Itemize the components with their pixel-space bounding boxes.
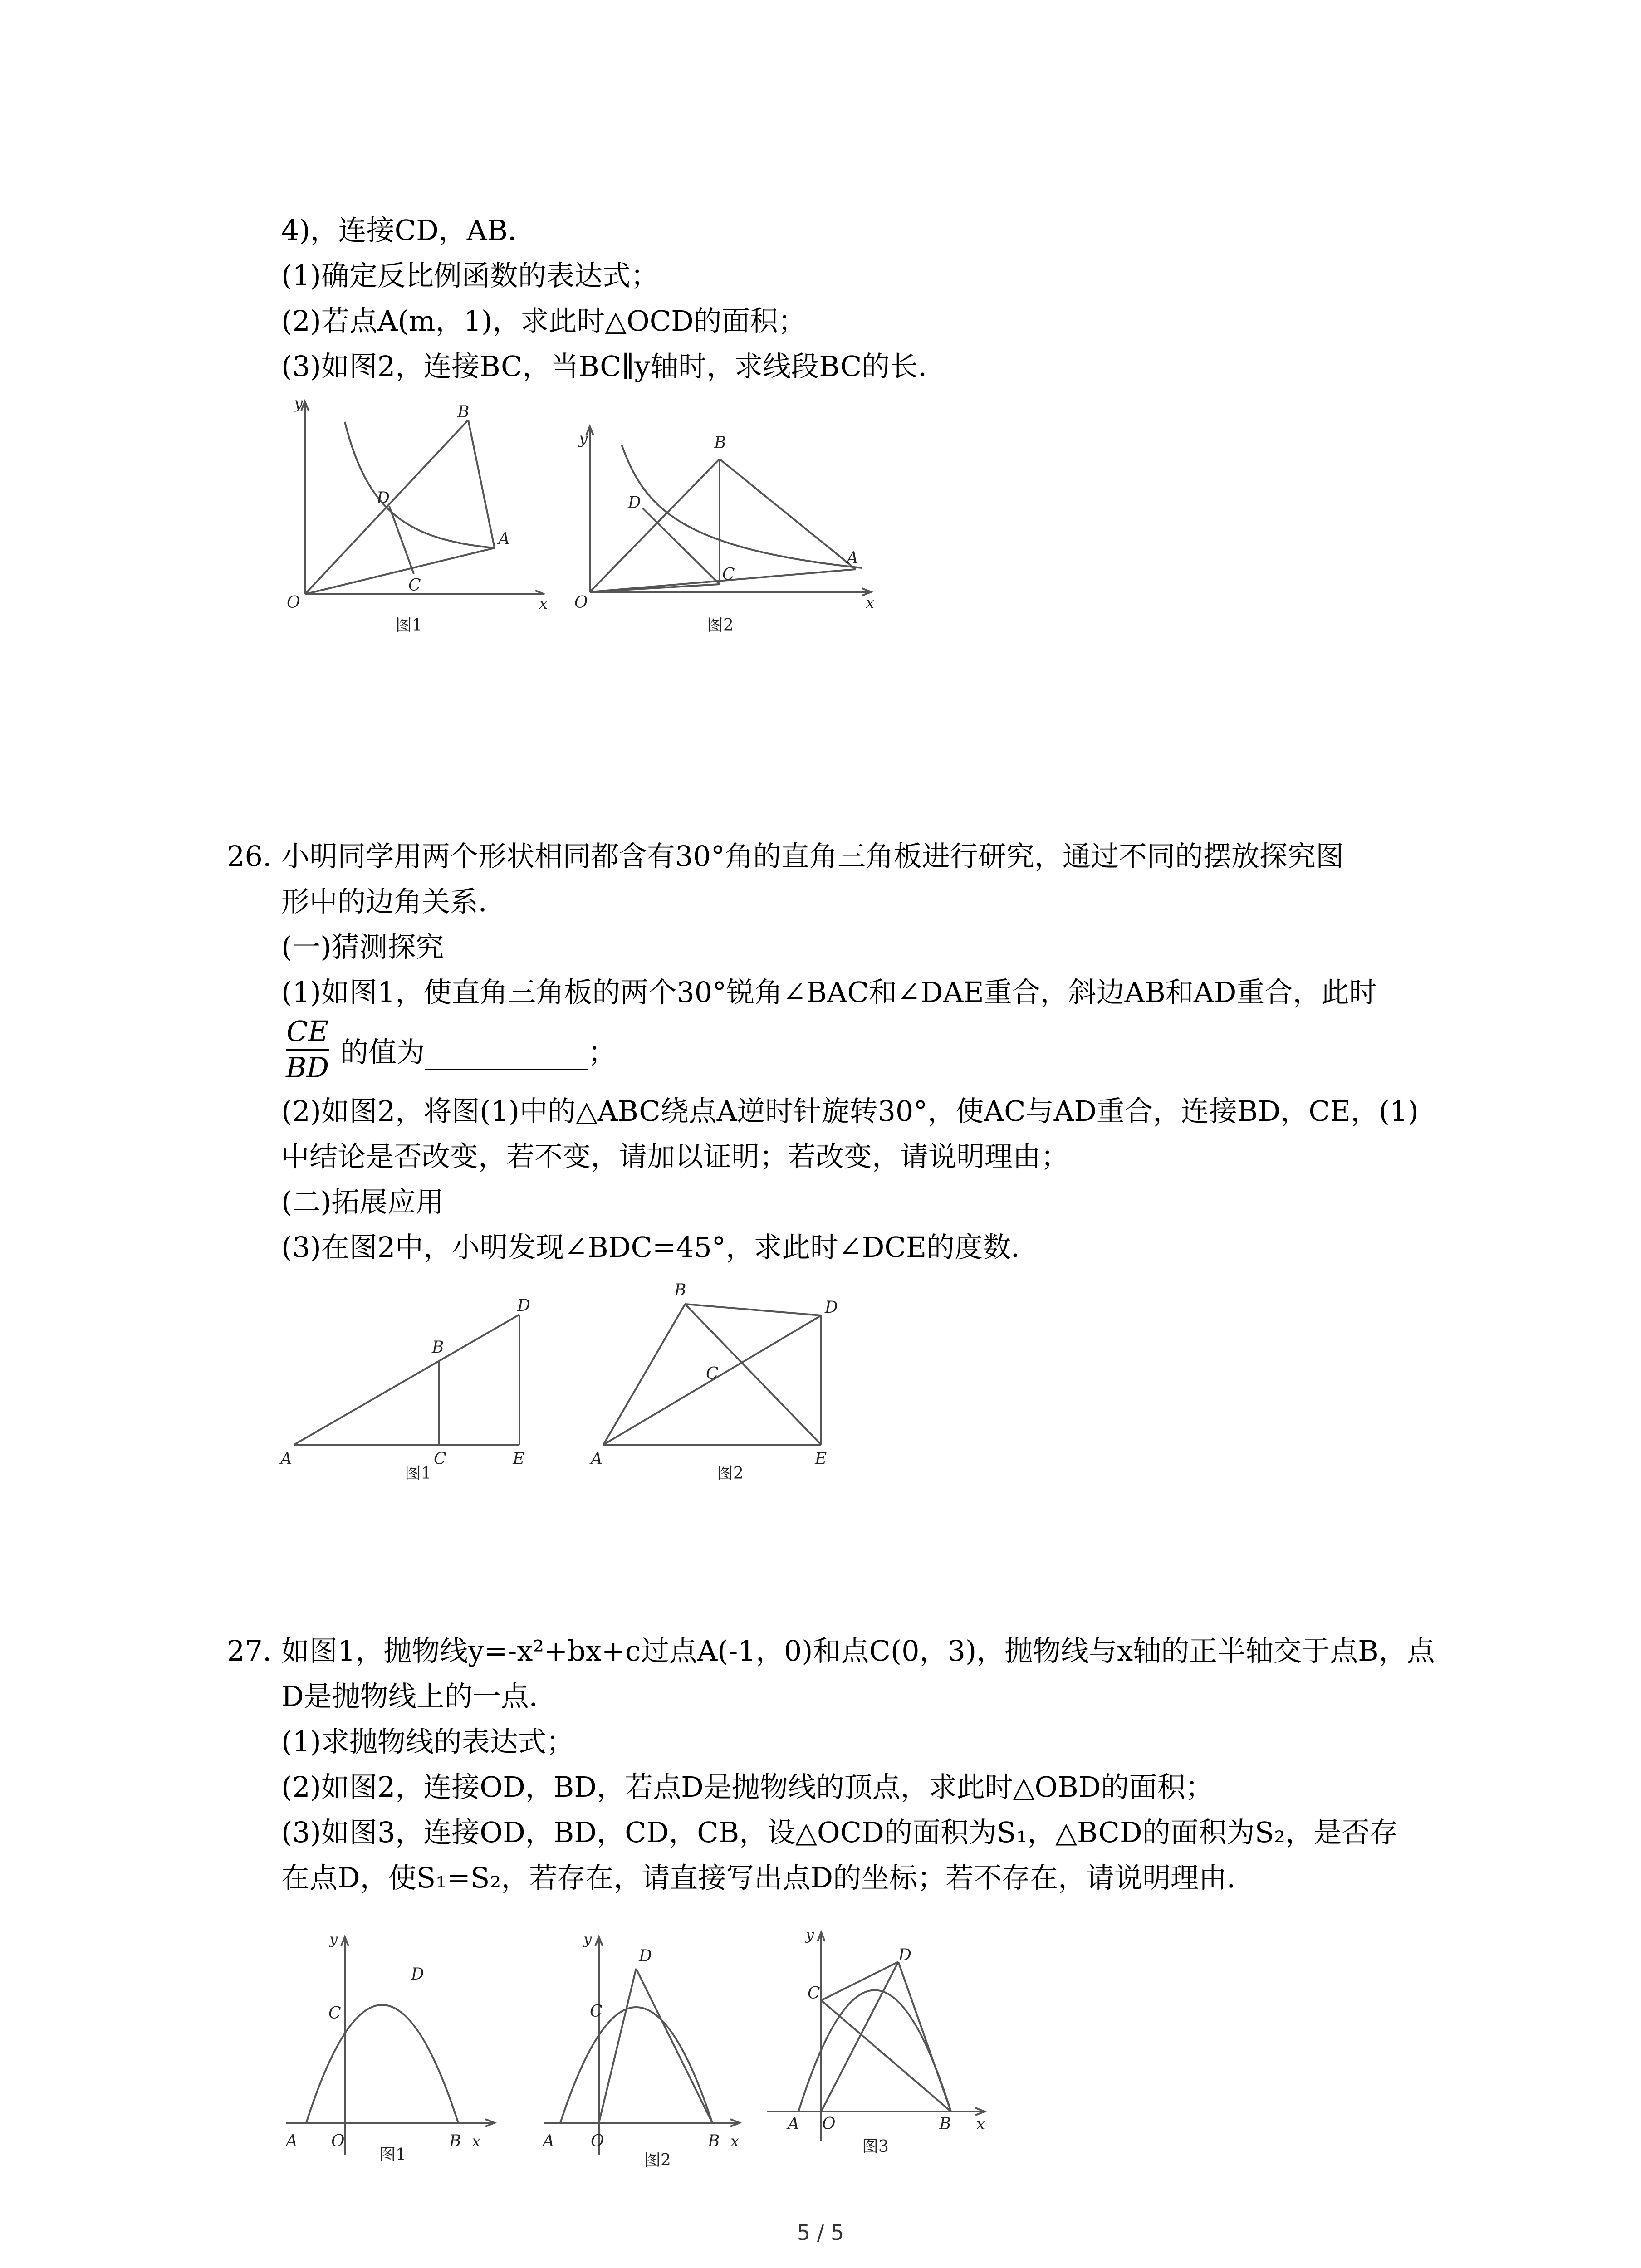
q25-fig1-caption: 图1: [396, 616, 422, 635]
q27-part-2: (2)如图2，连接OD，BD，若点D是抛物线的顶点，求此时△OBD的面积；: [281, 1770, 1214, 1804]
q26-fig1-B-label: B: [432, 1338, 444, 1357]
q26-fig2-E-label: E: [815, 1450, 827, 1468]
q27-fig2-x-label: x: [730, 2132, 740, 2151]
q25-fig2-caption: 图2: [707, 616, 734, 635]
q27-fig3-y-label: y: [806, 1926, 814, 1943]
q27-fig3-D-label: D: [898, 1946, 911, 1965]
q27-fig2-B-label: B: [708, 2132, 720, 2151]
q27-fig1-C-label: C: [328, 2004, 341, 2023]
q27-fig2-D-label: D: [639, 1947, 652, 1965]
q25-fig1-y-label: y: [294, 394, 303, 412]
q27-line-2: D是抛物线上的一点．: [281, 1680, 557, 1713]
q27-figure-1: [281, 1928, 508, 2164]
q27-fig3-caption: 图3: [862, 2137, 889, 2156]
q26-fraction-numerator: CE: [286, 1015, 328, 1048]
q27-fig3-x-label: x: [976, 2115, 985, 2133]
q26-fig2-D-label: D: [825, 1298, 838, 1317]
q27-fig3-C-label: C: [808, 1984, 820, 2003]
q26-fraction-denominator: BD: [286, 1051, 329, 1084]
q25-fig1-B-label: B: [457, 403, 470, 421]
q25-fig2-O-label: O: [574, 593, 588, 612]
q26-fig2-caption: 图2: [717, 1464, 744, 1483]
q25-fig1-C-label: C: [408, 576, 421, 595]
q26-fig1-D-label: D: [517, 1296, 530, 1315]
q27-part-1: (1)求抛物线的表达式；: [281, 1725, 574, 1758]
q26-line-1: 小明同学用两个形状相同都含有30°角的直角三角板进行研究，通过不同的摆放探究图: [281, 840, 1344, 873]
q27-fig1-O-label: O: [331, 2132, 345, 2151]
q26-fig1-E-label: E: [513, 1450, 525, 1468]
q26-part-1: (1)如图1，使直角三角板的两个30°锐角∠BAC和∠DAE重合，斜边AB和AD重合，此时: [281, 976, 1377, 1009]
q25-fig2-D-label: D: [628, 494, 641, 512]
q27-part-3: (3)如图3，连接OD，BD，CD，CB，设△OCD的面积为S₁，△BCD的面积为S₂，是否存: [281, 1816, 1398, 1849]
q25-fig1-O-label: O: [287, 593, 300, 612]
q26-part-2-cont: 中结论是否改变，若不变，请加以证明；若改变，请说明理由；: [281, 1140, 1069, 1173]
q26-figure-2: [585, 1275, 880, 1501]
q27-fig3-B-label: B: [939, 2115, 951, 2133]
q26-section-2: (二)拓展应用: [281, 1185, 444, 1218]
q27-fig3-O-label: O: [822, 2115, 836, 2133]
q27-fig3-A-label: A: [788, 2115, 799, 2133]
q26-section-1: (一)猜测探究: [281, 930, 444, 963]
q26-fig2-A-label: A: [591, 1450, 603, 1468]
q25-fig1-A-label: A: [498, 530, 510, 548]
q25-fig2-B-label: B: [714, 434, 726, 452]
q25-fig2-C-label: C: [722, 565, 735, 584]
q26-part-2: (2)如图2，将图(1)中的△ABC绕点A逆时针旋转30°，使AC与AD重合，连接BD，CE，(1): [281, 1095, 1419, 1128]
q27-fig2-C-label: C: [590, 2002, 603, 2021]
q27-fig1-x-label: x: [472, 2132, 481, 2151]
q25-line-1: 4)，连接CD，AB．: [281, 214, 536, 247]
q25-part-1: (1)确定反比例函数的表达式；: [281, 259, 659, 292]
q26-fig2-B-label: B: [674, 1281, 686, 1300]
q25-fig2-x-label: x: [866, 594, 875, 612]
q27-fig1-A-label: A: [286, 2132, 298, 2151]
q26-part-3: (3)在图2中，小明发现∠BDC=45°，求此时∠DCE的度数．: [281, 1231, 1039, 1264]
q27-fig2-O-label: O: [591, 2132, 604, 2151]
q26-fig2-C-label: C: [706, 1364, 719, 1383]
q27-figure-2: [540, 1928, 758, 2168]
q26-fig1-A-label: A: [280, 1450, 292, 1468]
q27-fig1-y-label: y: [329, 1931, 338, 1948]
q26-fig1-caption: 图1: [405, 1464, 431, 1483]
q27-fig1-B-label: B: [449, 2132, 461, 2151]
q25-fig2-A-label: A: [847, 549, 858, 567]
q26-fig1-C-label: C: [434, 1450, 446, 1468]
q26-part-1-answer: [340, 1034, 616, 1070]
q25-figure-1: [272, 395, 554, 640]
q27-fig2-caption: 图2: [644, 2151, 671, 2170]
q25-fig1-x-label: x: [539, 595, 548, 613]
q27-fig1-caption: 图1: [379, 2146, 406, 2164]
q26-number: 26.: [227, 840, 272, 873]
q27-figure-3: [762, 1923, 998, 2164]
q27-number: 27.: [227, 1634, 272, 1667]
q26-line-2: 形中的边角关系．: [281, 885, 507, 918]
q27-fig1-D-label: D: [411, 1965, 424, 1984]
q27-fig2-y-label: y: [583, 1931, 592, 1948]
q26-answer-prefix: 的值为: [340, 1036, 425, 1069]
q25-fig1-D-label: D: [377, 489, 390, 508]
q25-part-3: (3)如图2，连接BC，当BC∥y轴时，求线段BC的长．: [281, 350, 946, 383]
q25-part-2: (2)若点A(m，1)，求此时△OCD的面积；: [281, 304, 806, 337]
q25-fig2-y-label: y: [579, 430, 588, 448]
q26-figure-1: [272, 1293, 563, 1506]
q26-fraction-bar: [286, 1049, 329, 1051]
q27-line-1: 如图1，抛物线y=-x²+bx+c过点A(-1，0)和点C(0，3)，抛物线与x轴的正半轴交于点B，点: [281, 1634, 1435, 1667]
q27-fig2-A-label: A: [543, 2132, 554, 2151]
q26-answer-blank[interactable]: [425, 1043, 588, 1070]
q27-part-3-cont: 在点D，使S₁=S₂，若存在，请直接写出点D的坐标；若不存在，请说明理由．: [281, 1861, 1255, 1894]
page-number: 5 / 5: [797, 2220, 844, 2245]
q26-answer-suffix: ；: [588, 1036, 617, 1069]
q26-fraction: [286, 1015, 329, 1084]
q25-figure-2: [563, 417, 880, 640]
